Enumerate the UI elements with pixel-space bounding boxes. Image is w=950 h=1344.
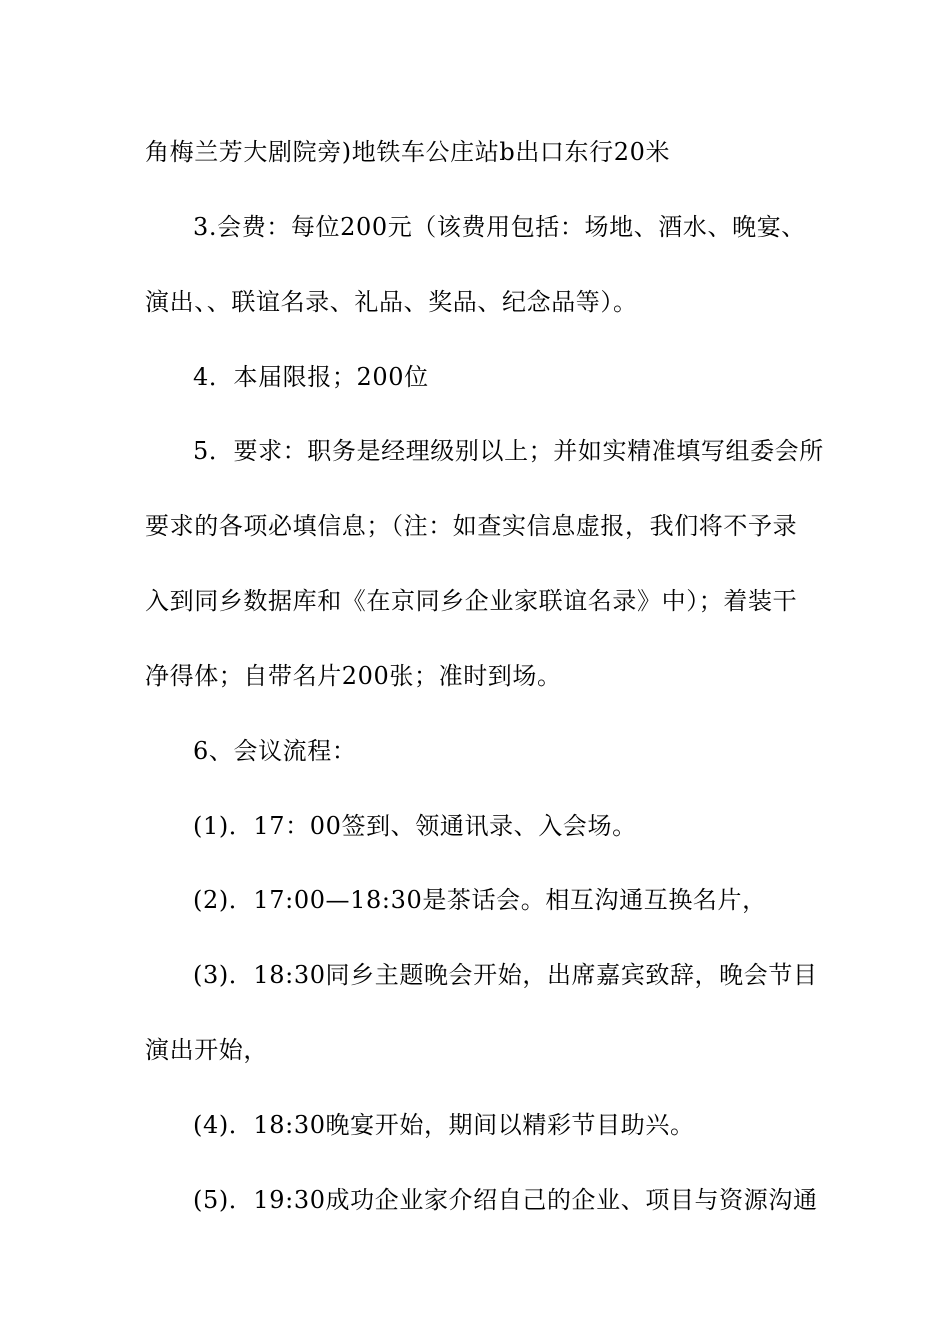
- text-line-requirements-cont-3: 净得体；自带名片200张；准时到场。: [145, 662, 562, 690]
- text-line-requirements: 5．要求：职务是经理级别以上；并如实精准填写组委会所: [193, 437, 824, 465]
- text-line-fee-items: 演出、、联谊名录、礼品、奖品、纪念品等）。: [145, 288, 638, 316]
- text-line-agenda-item-3: (3)．18:30同乡主题晚会开始，出席嘉宾致辞，晚会节目: [193, 961, 818, 989]
- text-line-agenda-item-1: (1)．17：00签到、领通讯录、入会场。: [193, 812, 637, 840]
- text-line-agenda-item-4: (4)．18:30晚宴开始，期间以精彩节目助兴。: [193, 1111, 695, 1139]
- text-line-agenda-item-2: (2)．17:00—18:30是茶话会。相互沟通互换名片，: [193, 886, 767, 914]
- text-line-quota: 4．本届限报；200位: [193, 363, 429, 391]
- text-line-agenda-item-5: (5)．19:30成功企业家介绍自己的企业、项目与资源沟通: [193, 1186, 818, 1214]
- text-line-requirements-cont-1: 要求的各项必填信息；（注：如查实信息虚报，我们将不予录: [145, 512, 798, 540]
- text-line-fee: 3.会费：每位200元（该费用包括：场地、酒水、晚宴、: [193, 213, 806, 241]
- text-line-requirements-cont-2: 入到同乡数据库和《在京同乡企业家联谊名录》中）；着装干: [145, 587, 798, 615]
- text-line-agenda-heading: 6、会议流程：: [193, 737, 357, 765]
- text-line-agenda-item-3-cont: 演出开始，: [145, 1036, 268, 1064]
- text-line-venue-directions: 角梅兰芳大剧院旁)地铁车公庄站b出口东行20米: [145, 138, 671, 166]
